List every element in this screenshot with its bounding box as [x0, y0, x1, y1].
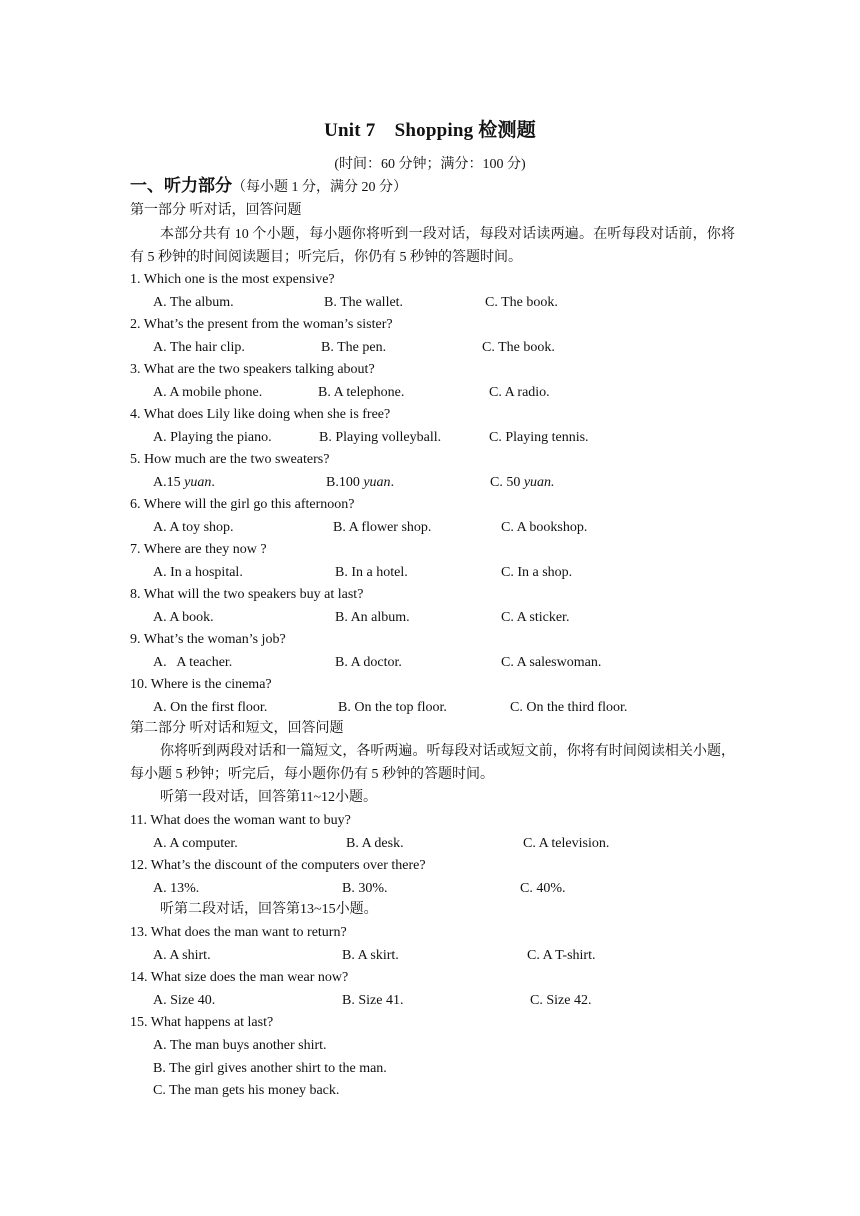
option-a: A. 13%.	[153, 881, 200, 896]
option-a-text: A.15	[153, 475, 185, 490]
option-c: C. A sticker.	[501, 610, 570, 625]
option-c-text: C. 50	[490, 475, 524, 490]
option-c: C. A T-shirt.	[527, 948, 596, 963]
option-b: B. In a hotel.	[335, 565, 408, 580]
part1-instructions: 本部分共有 10 个小题，每小题你将听到一段对话，每段对话读两遍。在听每段对话前，你将有 5 秒钟的时间阅读题目；听完后，你仍有 5 秒钟的答题时间。	[130, 227, 735, 265]
option-b: B. The pen.	[321, 340, 387, 355]
option-c	[490, 474, 555, 492]
page-subtitle: (时间：60 分钟；满分：100 分)	[334, 157, 526, 172]
option-a: A. The album.	[153, 295, 234, 310]
option-a: A. A teacher.	[153, 655, 233, 670]
option-b: B. A flower shop.	[333, 520, 432, 535]
dialog1-instruction: 听第一段对话，回答第11~12小题。	[160, 790, 378, 805]
option-b-text: B.100	[326, 475, 364, 490]
option-a: A. A toy shop.	[153, 520, 234, 535]
options-10	[153, 699, 753, 717]
option-a	[153, 474, 215, 492]
options-11	[153, 835, 753, 853]
page-title: Unit 7 Shopping 检测题	[324, 120, 536, 141]
options-1	[153, 294, 753, 312]
options-2	[153, 339, 753, 357]
question-1: 1. Which one is the most expensive?	[130, 272, 335, 287]
question-6: 6. Where will the girl go this afternoon?	[130, 497, 355, 512]
option-a: A. Size 40.	[153, 993, 216, 1008]
currency-unit: yuan	[184, 475, 212, 490]
options-8	[153, 609, 753, 627]
option-a: A. Playing the piano.	[153, 430, 272, 445]
option-a: A. On the first floor.	[153, 700, 268, 715]
option-c: C. The book.	[485, 295, 558, 310]
options-13	[153, 947, 753, 965]
option-b: B. An album.	[335, 610, 410, 625]
option-b: B. A telephone.	[318, 385, 405, 400]
dialog2-instruction: 听第二段对话，回答第13~15小题。	[160, 902, 378, 917]
options-5	[153, 474, 753, 492]
option-b: B. A skirt.	[342, 948, 399, 963]
currency-unit: yuan.	[523, 475, 555, 490]
question-8: 8. What will the two speakers buy at last?	[130, 587, 364, 602]
option-a-end: .	[211, 475, 215, 490]
option-c: C. 40%.	[520, 881, 566, 896]
option-c: C. A radio.	[489, 385, 550, 400]
option-b: B. Size 41.	[342, 993, 404, 1008]
question-9: 9. What’s the woman’s job?	[130, 632, 286, 647]
option-b	[326, 474, 394, 492]
option-b: B. The girl gives another shirt to the man.	[153, 1061, 387, 1076]
option-a: A. A book.	[153, 610, 214, 625]
part2-instructions: 你将听到两段对话和一篇短文，各听两遍。听每段对话或短文前，你将有时间阅读相关小题，每小题 5 秒钟；听完后，每小题你仍有 5 秒钟的答题时间。	[130, 744, 735, 782]
option-a: A. A shirt.	[153, 948, 211, 963]
option-c: C. A bookshop.	[501, 520, 588, 535]
option-b: B. A doctor.	[335, 655, 402, 670]
question-5: 5. How much are the two sweaters?	[130, 452, 330, 467]
options-6	[153, 519, 753, 537]
option-a: A. The man buys another shirt.	[153, 1038, 327, 1053]
option-b: B. Playing volleyball.	[319, 430, 442, 445]
section-heading	[130, 177, 407, 197]
option-c: C. Playing tennis.	[489, 430, 589, 445]
options-14	[153, 992, 753, 1010]
option-a: A. The hair clip.	[153, 340, 245, 355]
option-c: C. A saleswoman.	[501, 655, 602, 670]
option-c: C. The man gets his money back.	[153, 1083, 340, 1098]
option-c: C. Size 42.	[530, 993, 592, 1008]
option-c: C. In a shop.	[501, 565, 573, 580]
question-14: 14. What size does the man wear now?	[130, 970, 349, 985]
options-12	[153, 880, 753, 898]
section-score-note: （每小题 1 分，满分 20 分）	[232, 180, 407, 195]
question-11: 11. What does the woman want to buy?	[130, 813, 351, 828]
option-c: C. A television.	[523, 836, 610, 851]
question-15: 15. What happens at last?	[130, 1015, 274, 1030]
question-2: 2. What’s the present from the woman’s sister?	[130, 317, 393, 332]
option-c: C. On the third floor.	[510, 700, 628, 715]
option-a: A. In a hospital.	[153, 565, 243, 580]
option-a: A. A mobile phone.	[153, 385, 263, 400]
currency-unit: yuan	[363, 475, 391, 490]
question-3: 3. What are the two speakers talking about?	[130, 362, 375, 377]
option-b: B. A desk.	[346, 836, 404, 851]
option-b-end: .	[390, 475, 395, 490]
options-7	[153, 564, 753, 582]
question-10: 10. Where is the cinema?	[130, 677, 272, 692]
question-7: 7. Where are they now ?	[130, 542, 267, 557]
part2-heading: 第二部分 听对话和短文，回答问题	[130, 721, 344, 736]
option-b: B. 30%.	[342, 881, 388, 896]
question-13: 13. What does the man want to return?	[130, 925, 347, 940]
options-4	[153, 429, 753, 447]
options-9	[153, 654, 753, 672]
option-a: A. A computer.	[153, 836, 238, 851]
option-b: B. On the top floor.	[338, 700, 447, 715]
question-12: 12. What’s the discount of the computers over there?	[130, 858, 426, 873]
options-3	[153, 384, 753, 402]
section-title: 一、听力部分	[130, 176, 232, 195]
question-4: 4. What does Lily like doing when she is free?	[130, 407, 391, 422]
part1-heading: 第一部分 听对话，回答问题	[130, 203, 302, 218]
option-b: B. The wallet.	[324, 295, 404, 310]
option-c: C. The book.	[482, 340, 555, 355]
